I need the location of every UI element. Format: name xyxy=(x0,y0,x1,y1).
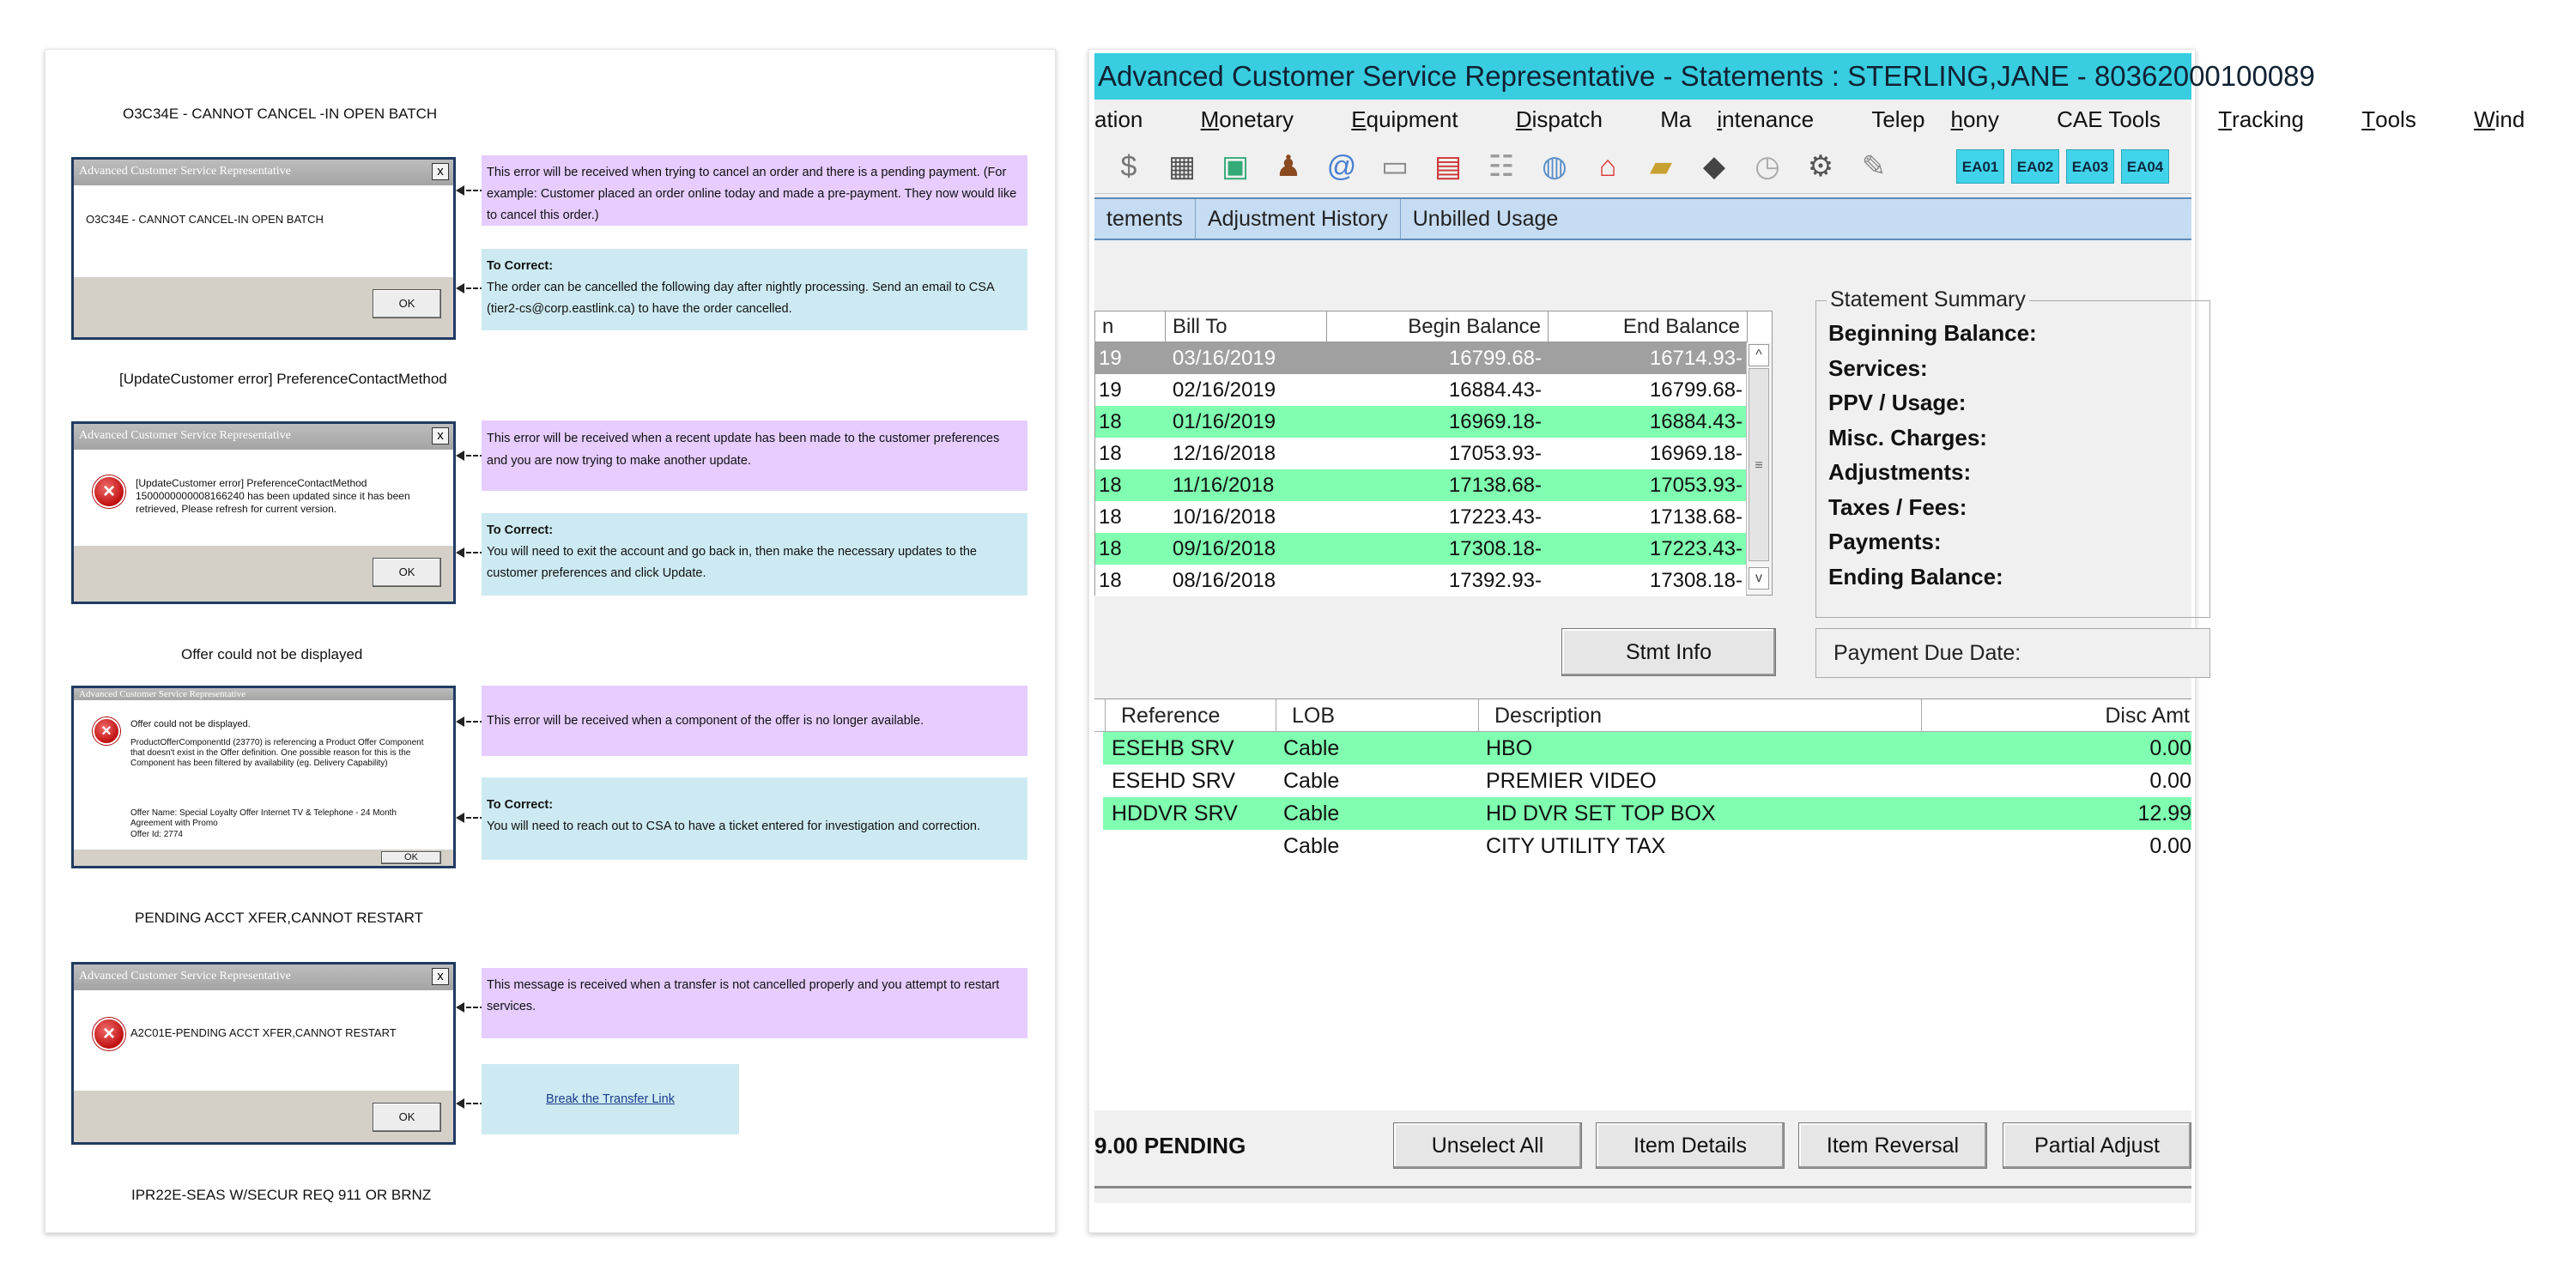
error-description: This error will be received when a recent update has been made to the customer preferences and you are now trying to make another update. xyxy=(482,420,1027,491)
item-row[interactable] xyxy=(1103,765,2191,797)
menu-item-tracking[interactable]: Tracking xyxy=(2218,106,2304,132)
correction-text: You will need to exit the account and go back in, then make the necessary updates to the customer preferences and click Update. xyxy=(487,545,977,580)
cell-period: 18 xyxy=(1099,410,1122,433)
close-icon[interactable]: x xyxy=(432,968,449,985)
cell-begin-balance: 16799.68- xyxy=(1448,347,1542,370)
link-box xyxy=(482,1064,739,1134)
dollar-icon[interactable]: $ xyxy=(1120,150,1137,183)
cell-disc-amt: 0.00 xyxy=(2149,769,2191,793)
error-icon: × xyxy=(93,1018,125,1050)
cell-bill-to: 01/16/2019 xyxy=(1173,410,1276,433)
item-row[interactable] xyxy=(1103,797,2191,830)
dialog-detail: ProductOfferComponentId (23770) is referencing a Product Offer Component that doesn't exist in the Offer definition. One possible reason for this is the Component has been filtered by availability (eg. Delivery Capability) xyxy=(130,738,424,768)
menu-item-equipment[interactable]: Equipment xyxy=(1351,106,1458,132)
cell-bill-to: 11/16/2018 xyxy=(1173,474,1275,497)
toolbar xyxy=(1094,139,2191,194)
menu-item-window[interactable]: Wind xyxy=(2474,106,2525,132)
column-header[interactable]: Description xyxy=(1479,699,1922,732)
statement-summary xyxy=(1815,287,2210,618)
pending-amount: 9.00 PENDING xyxy=(1094,1133,1246,1158)
cell-disc-amt: 12.99 xyxy=(2137,801,2191,826)
cell-end-balance: 17308.18- xyxy=(1649,569,1743,592)
dialog-offer-name: Offer Name: Special Loyalty Offer Internet TV & Telephone - 24 Month Agreement with Promo xyxy=(130,808,397,828)
ea04-button[interactable]: EA04 xyxy=(2121,149,2169,184)
dialog-titlebar xyxy=(74,160,453,185)
stmt-info-button[interactable]: Stmt Info xyxy=(1561,628,1776,676)
cell-disc-amt: 0.00 xyxy=(2149,834,2191,858)
dialog-footer xyxy=(74,1091,453,1142)
error-dialog xyxy=(71,962,456,1145)
break-transfer-link[interactable]: Break the Transfer Link xyxy=(546,1092,675,1106)
statement-row[interactable] xyxy=(1095,406,1746,438)
dialog-body xyxy=(74,450,453,546)
cell-reference: HDDVR SRV xyxy=(1112,801,1238,826)
summary-label: Ending Balance: xyxy=(1828,564,2003,590)
menu-item-monetary[interactable]: Monetary xyxy=(1200,106,1294,132)
column-header[interactable]: Bill To xyxy=(1166,311,1327,342)
ea01-button[interactable]: EA01 xyxy=(1956,149,2004,184)
section-title: PENDING ACCT XFER,CANNOT RESTART xyxy=(135,910,423,926)
window-title: Advanced Customer Service Representative - Statements : STERLING,JANE - 80362000100089 xyxy=(1094,53,2191,100)
email-icon[interactable]: @ xyxy=(1326,150,1357,183)
column-header[interactable]: Disc Amt xyxy=(2105,704,2190,728)
correction-box xyxy=(482,249,1027,330)
cell-bill-to: 03/16/2019 xyxy=(1173,347,1276,370)
card-icon[interactable]: ▭ xyxy=(1380,150,1409,183)
wrench-icon[interactable]: ✎ xyxy=(1861,150,1887,183)
cell-period: 19 xyxy=(1099,347,1122,370)
summary-label: Misc. Charges: xyxy=(1828,425,1987,451)
tab-unbilled-usage[interactable]: Unbilled Usage xyxy=(1412,207,1559,231)
cell-begin-balance: 16969.18- xyxy=(1448,410,1542,433)
menu-item-ation[interactable]: ation xyxy=(1094,106,1143,132)
cell-period: 19 xyxy=(1099,378,1122,402)
scroll-down-icon[interactable]: v xyxy=(1749,567,1769,590)
correction-heading: To Correct: xyxy=(487,798,554,812)
ok-button[interactable]: OK xyxy=(373,558,441,587)
section-title: IPR22E-SEAS W/SECUR REQ 911 OR BRNZ xyxy=(131,1187,432,1203)
error-dialog xyxy=(71,157,456,340)
cell-bill-to: 02/16/2019 xyxy=(1173,378,1276,402)
cell-disc-amt: 0.00 xyxy=(2149,736,2191,760)
dialog-title: Advanced Customer Service Representative xyxy=(79,429,291,442)
boxes-icon[interactable]: ▣ xyxy=(1221,150,1250,183)
close-icon[interactable]: x xyxy=(432,163,449,180)
error-description: This message is received when a transfer is not cancelled properly and you attempt to restart services. xyxy=(482,968,1027,1038)
ok-button[interactable]: OK xyxy=(373,289,441,318)
cell-begin-balance: 16884.43- xyxy=(1448,378,1542,402)
person-icon[interactable]: ♟ xyxy=(1275,150,1302,183)
column-header[interactable]: Begin Balance xyxy=(1327,311,1549,342)
globe-user-icon[interactable]: ◍ xyxy=(1542,150,1567,183)
dialog-footer xyxy=(74,546,453,602)
summary-label: Taxes / Fees: xyxy=(1828,494,1967,520)
statement-row[interactable] xyxy=(1095,533,1746,565)
correction-heading: To Correct: xyxy=(487,523,554,537)
cell-lob: Cable xyxy=(1283,769,1340,793)
tab-bar xyxy=(1094,197,2191,240)
cell-end-balance: 16884.43- xyxy=(1649,410,1743,433)
cell-begin-balance: 17138.68- xyxy=(1448,474,1542,497)
payment-due-date: Payment Due Date: xyxy=(1815,628,2210,678)
statement-grid xyxy=(1094,311,1773,596)
cell-end-balance: 17223.43- xyxy=(1649,537,1743,560)
section-title: Offer could not be displayed xyxy=(181,646,363,662)
section-title: O3C34E - CANNOT CANCEL -IN OPEN BATCH xyxy=(123,106,438,122)
menu-item-tools[interactable]: Tools xyxy=(2361,106,2416,132)
dialog-message: O3C34E - CANNOT CANCEL-IN OPEN BATCH xyxy=(86,213,324,226)
cell-description: HD DVR SET TOP BOX xyxy=(1486,801,1716,826)
statement-row[interactable] xyxy=(1095,374,1746,406)
cell-bill-to: 12/16/2018 xyxy=(1173,442,1276,465)
cell-end-balance: 16969.18- xyxy=(1649,442,1743,465)
dialog-footer xyxy=(74,277,453,337)
cell-lob: Cable xyxy=(1283,736,1340,760)
cell-end-balance: 16799.68- xyxy=(1649,378,1743,402)
dialog-title: Advanced Customer Service Representative xyxy=(79,689,245,699)
cell-description: HBO xyxy=(1486,736,1533,760)
dialog-titlebar xyxy=(74,688,453,700)
cell-begin-balance: 17223.43- xyxy=(1448,505,1542,529)
menu-bar xyxy=(1094,100,2525,139)
modem-icon[interactable]: ◆ xyxy=(1702,150,1726,183)
statement-row[interactable] xyxy=(1095,438,1746,469)
acsr-window xyxy=(1094,53,2525,1203)
dialog-body xyxy=(74,700,453,850)
section-title: [UpdateCustomer error] PreferenceContactMethod xyxy=(119,371,447,387)
cell-bill-to: 10/16/2018 xyxy=(1173,505,1276,529)
column-header[interactable]: LOB xyxy=(1276,699,1479,732)
dialog-body xyxy=(74,185,453,277)
column-header[interactable]: n xyxy=(1095,311,1166,342)
correction-text: You will need to reach out to CSA to have a ticket entered for investigation and correction. xyxy=(487,819,980,833)
cell-period: 18 xyxy=(1099,442,1122,465)
calculator-icon[interactable]: ▦ xyxy=(1167,150,1197,183)
ok-button[interactable]: OK xyxy=(373,1103,441,1132)
tree-icon[interactable]: ☷ xyxy=(1488,150,1515,183)
item-reversal-button[interactable]: Item Reversal xyxy=(1798,1122,1987,1169)
column-header[interactable]: Reference xyxy=(1105,699,1276,732)
error-description: This error will be received when trying to cancel an order and there is a pending payment. (For example: Customer placed an order online today and made a pre-payment. They now would like to cancel this order.) xyxy=(482,155,1027,226)
summary-label: Services: xyxy=(1828,355,1928,381)
grid-header xyxy=(1094,699,2191,732)
error-dialog xyxy=(71,421,456,604)
item-grid xyxy=(1094,698,2191,1110)
dialog-title: Advanced Customer Service Representative xyxy=(79,165,291,178)
tab-statements[interactable]: tements xyxy=(1094,199,1196,239)
cell-period: 18 xyxy=(1099,474,1122,497)
ea03-button[interactable]: EA03 xyxy=(2066,149,2114,184)
error-description: This error will be received when a component of the offer is no longer available. xyxy=(482,686,1027,756)
tab-adjustment-history[interactable]: Adjustment History xyxy=(1196,199,1401,239)
cell-begin-balance: 17392.93- xyxy=(1448,569,1542,592)
summary-label: Adjustments: xyxy=(1828,459,1972,485)
statements-screenshot xyxy=(1088,49,2525,1233)
gears-icon[interactable]: ⚙ xyxy=(1807,150,1834,183)
statement-row[interactable] xyxy=(1095,342,1746,374)
close-icon[interactable]: x xyxy=(432,427,449,444)
grid-icon[interactable]: ▤ xyxy=(1433,150,1463,183)
home-icon[interactable]: ⌂ xyxy=(1598,150,1617,183)
menu-item-dispatch[interactable]: Dispatch xyxy=(1515,106,1603,132)
grid-header xyxy=(1095,311,1748,342)
error-dialog xyxy=(71,686,456,868)
partial-adjust-button[interactable]: Partial Adjust xyxy=(2003,1122,2191,1169)
cell-end-balance: 16714.93- xyxy=(1649,347,1743,370)
cell-end-balance: 17053.93- xyxy=(1649,474,1743,497)
menu-item-maintenance[interactable]: Ma intenance xyxy=(1660,106,1815,132)
cell-lob: Cable xyxy=(1283,834,1340,858)
dialog-message: [UpdateCustomer error] PreferenceContactMethod 1500000000008166240 has been updated since it has been retrieved, Please refresh for current version. xyxy=(136,477,410,515)
cell-lob: Cable xyxy=(1283,801,1340,826)
dialog-titlebar xyxy=(74,424,453,450)
cell-end-balance: 17138.68- xyxy=(1649,505,1743,529)
dialog-message: Offer could not be displayed. xyxy=(130,719,251,729)
summary-label: Payments: xyxy=(1828,529,1942,554)
dialog-message: A2C01E-PENDING ACCT XFER,CANNOT RESTART xyxy=(130,1026,397,1039)
cell-description: PREMIER VIDEO xyxy=(1486,769,1657,793)
dialog-footer xyxy=(74,850,453,866)
scroll-thumb[interactable]: ≡ xyxy=(1749,368,1769,561)
menu-item-cae-tools[interactable]: CAE Tools xyxy=(2057,106,2161,132)
cell-bill-to: 08/16/2018 xyxy=(1173,569,1276,592)
ok-button[interactable]: OK xyxy=(381,851,441,864)
cell-period: 18 xyxy=(1099,505,1122,529)
cell-reference: ESEHD SRV xyxy=(1112,769,1236,793)
summary-label: PPV / Usage: xyxy=(1828,390,1967,415)
ea02-button[interactable]: EA02 xyxy=(2011,149,2059,184)
cell-bill-to: 09/16/2018 xyxy=(1173,537,1276,560)
column-header[interactable]: End Balance xyxy=(1549,311,1748,342)
correction-box xyxy=(482,513,1027,596)
unselect-all-button[interactable]: Unselect All xyxy=(1393,1122,1582,1169)
item-row[interactable] xyxy=(1103,830,2191,862)
statement-row[interactable] xyxy=(1095,501,1746,533)
clock-icon[interactable]: ◷ xyxy=(1755,150,1780,183)
correction-box xyxy=(482,777,1027,860)
error-guide-document xyxy=(45,49,1056,1233)
cell-period: 18 xyxy=(1099,569,1122,592)
scroll-up-icon[interactable]: ^ xyxy=(1749,344,1769,366)
cell-begin-balance: 17053.93- xyxy=(1448,442,1542,465)
statement-row[interactable] xyxy=(1095,565,1746,596)
summary-label: Beginning Balance: xyxy=(1828,320,2037,346)
error-icon: × xyxy=(93,717,120,745)
cell-reference: ESEHB SRV xyxy=(1112,736,1234,760)
vertical-scrollbar[interactable] xyxy=(1746,342,1772,595)
divider xyxy=(1094,1186,2191,1188)
item-row[interactable] xyxy=(1103,732,2191,765)
menu-item-telephony[interactable]: Telep hony xyxy=(1871,106,1999,132)
summary-legend: Statement Summary xyxy=(1827,287,2029,312)
cell-period: 18 xyxy=(1099,537,1122,560)
cell-description: CITY UTILITY TAX xyxy=(1486,834,1666,858)
statement-row[interactable] xyxy=(1095,469,1746,501)
dialog-offer-id: Offer Id: 2774 xyxy=(130,830,183,839)
error-icon: × xyxy=(93,475,125,508)
dialog-body xyxy=(74,990,453,1091)
cell-begin-balance: 17308.18- xyxy=(1448,537,1542,560)
dialog-titlebar xyxy=(74,965,453,990)
item-details-button[interactable]: Item Details xyxy=(1596,1122,1785,1169)
dialog-title: Advanced Customer Service Representative xyxy=(79,970,291,983)
note-icon[interactable]: ▰ xyxy=(1649,150,1673,183)
correction-heading: To Correct: xyxy=(487,259,554,273)
correction-text: The order can be cancelled the following day after nightly processing. Send an email to CSA (tier2-cs@corp.eastlink.ca) to have the order cancelled. xyxy=(487,281,994,316)
